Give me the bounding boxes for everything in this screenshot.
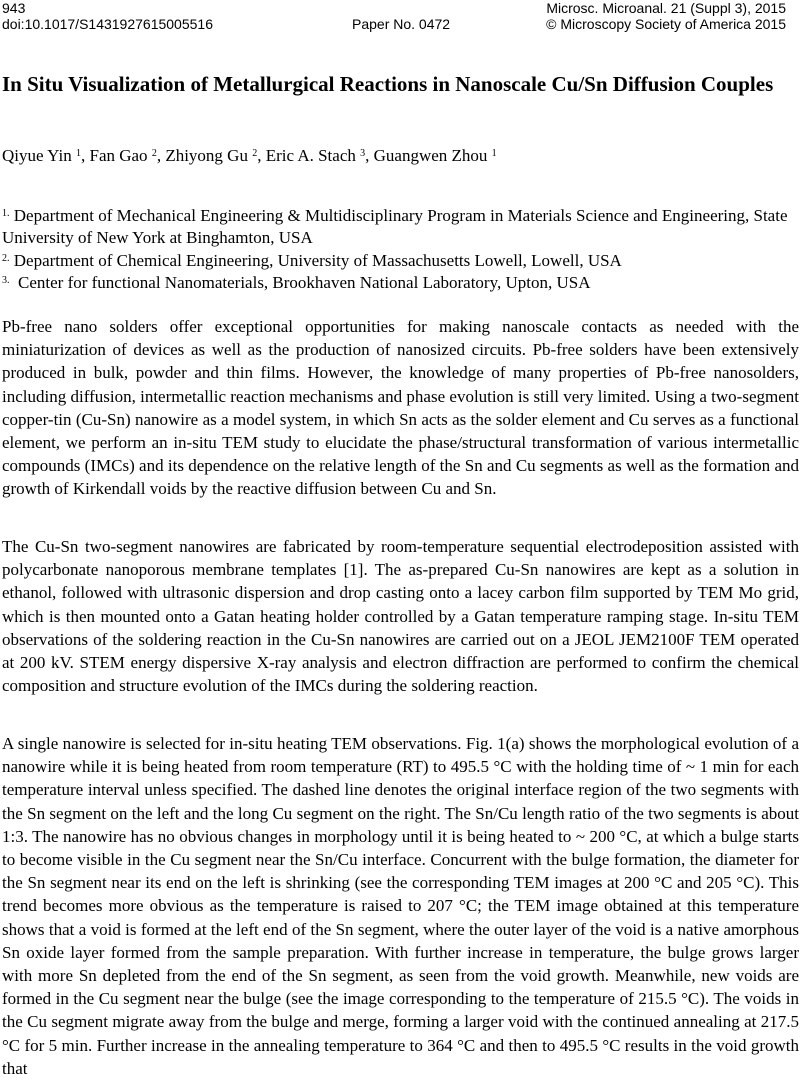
author: Fan Gao $^2$,	[89, 146, 166, 165]
author: Zhiyong Gu $^2$,	[165, 146, 266, 165]
page-number: 943	[2, 0, 26, 16]
journal-citation: Microsc. Microanal. 21 (Suppl 3), 2015	[546, 0, 786, 16]
paragraph-intro: Pb-free nano solders offer exceptional opportunities for making nanoscale contacts as needed with the miniaturization of devices as well as the production of nanosized circuits. Pb-free solders have been extensively produced in bulk, powder and thin films. However, the knowledge of many properties of Pb-free nanosolders, including diffusion, intermetallic reaction mechanisms and phase evolution is still very limited. Using a two-segment copper-tin (Cu-Sn) nanowire as a model system, in which Sn acts as the solder element and Cu serves as a functional element, we perform an in-situ TEM study to elucidate the phase/structural transformation of various intermetallic compounds (IMCs) and its dependence on the relative length of the Sn and Cu segments as well as the formation and growth of Kirkendall voids by the reactive diffusion between Cu and Sn.	[2, 317, 799, 499]
paper-number: Paper No. 0472	[352, 16, 451, 32]
paragraph-results: A single nanowire is selected for in-situ heating TEM observations. Fig. 1(a) shows the morphological evolution of a nanowire while it is being heated from room temperature (RT) to 495.5 °C with the holding time of ~ 1 min for each temperature interval unless specified. The dashed line denotes the original interface region of the two segments with the Sn segment on the left and the long Cu segment on the right. The Sn/Cu length ratio of the two segments is about 1:3. The nanowire has no obvious changes in morphology until it is being heated to ~ 200 °C, at which a bulge starts to become visible in the Cu segment near the Sn/Cu interface. Concurrent with the bulge formation, the diameter for the Sn segment near its end on the left is shrinking (see the corresponding TEM images at 200 °C and 205 °C). This trend becomes more obvious as the temperature is raised to 207 °C; the TEM image obtained at this temperature shows that a void is formed at the left end of the Sn segment, where the outer layer of the void is a native amorphous Sn oxide layer formed from the sample preparation. With further increase in temperature, the bulge grows larger with more Sn depleted from the end of the Sn segment, as seen from the void growth. Meanwhile, new voids are formed in the Cu segment near the bulge (see the image corresponding to the temperature of 215.5 °C). The voids in the Cu segment migrate away from the bulge and merge, forming a larger void with the continued annealing at 217.5 °C for 5 min. Further increase in the annealing temperature to 364 °C and then to 495.5 °C results in the void growth that	[2, 734, 799, 1078]
author-list	[2, 146, 497, 166]
affiliation-2: $^{2.}$ Department of Chemical Engineering, University of Massachusetts Lowell, Lowell, USA	[2, 251, 622, 270]
affiliation-3: $^{3.}$ Center for functional Nanomaterials, Brookhaven National Laboratory, Upton, USA	[2, 273, 591, 292]
paragraph-methods: The Cu-Sn two-segment nanowires are fabricated by room-temperature sequential electrodeposition assisted with polycarbonate nanoporous membrane templates [1]. The as-prepared Cu-Sn nanowires are kept as a solution in ethanol, followed with ultrasonic dispersion and drop casting onto a lacey carbon film supported by TEM Mo grid, which is then mounted onto a Gatan heating holder controlled by a Gatan temperature ramping stage. In-situ TEM observations of the soldering reaction in the Cu-Sn nanowires are carried out on a JEOL JEM2100F TEM operated at 200 kV. STEM energy dispersive X-ray analysis and electron diffraction are performed to confirm the chemical composition and structure evolution of the IMCs during the soldering reaction.	[2, 537, 799, 696]
doi: doi:10.1017/S1431927615005516	[2, 16, 213, 32]
author: Qiyue Yin $^1$,	[2, 146, 90, 165]
paper-title: In Situ Visualization of Metallurgical Reactions in Nanoscale Cu/Sn Diffusion Couples	[2, 72, 774, 96]
author: Eric A. Stach $^3$,	[265, 146, 374, 165]
author: Guangwen Zhou $^1$	[373, 146, 497, 165]
affiliation-1: $^{1.}$ Department of Mechanical Engineering & Multidisciplinary Program in Materials Science and Engineering, State University of New York at Binghamton, USA	[2, 206, 788, 247]
copyright: © Microscopy Society of America 2015	[546, 16, 786, 32]
